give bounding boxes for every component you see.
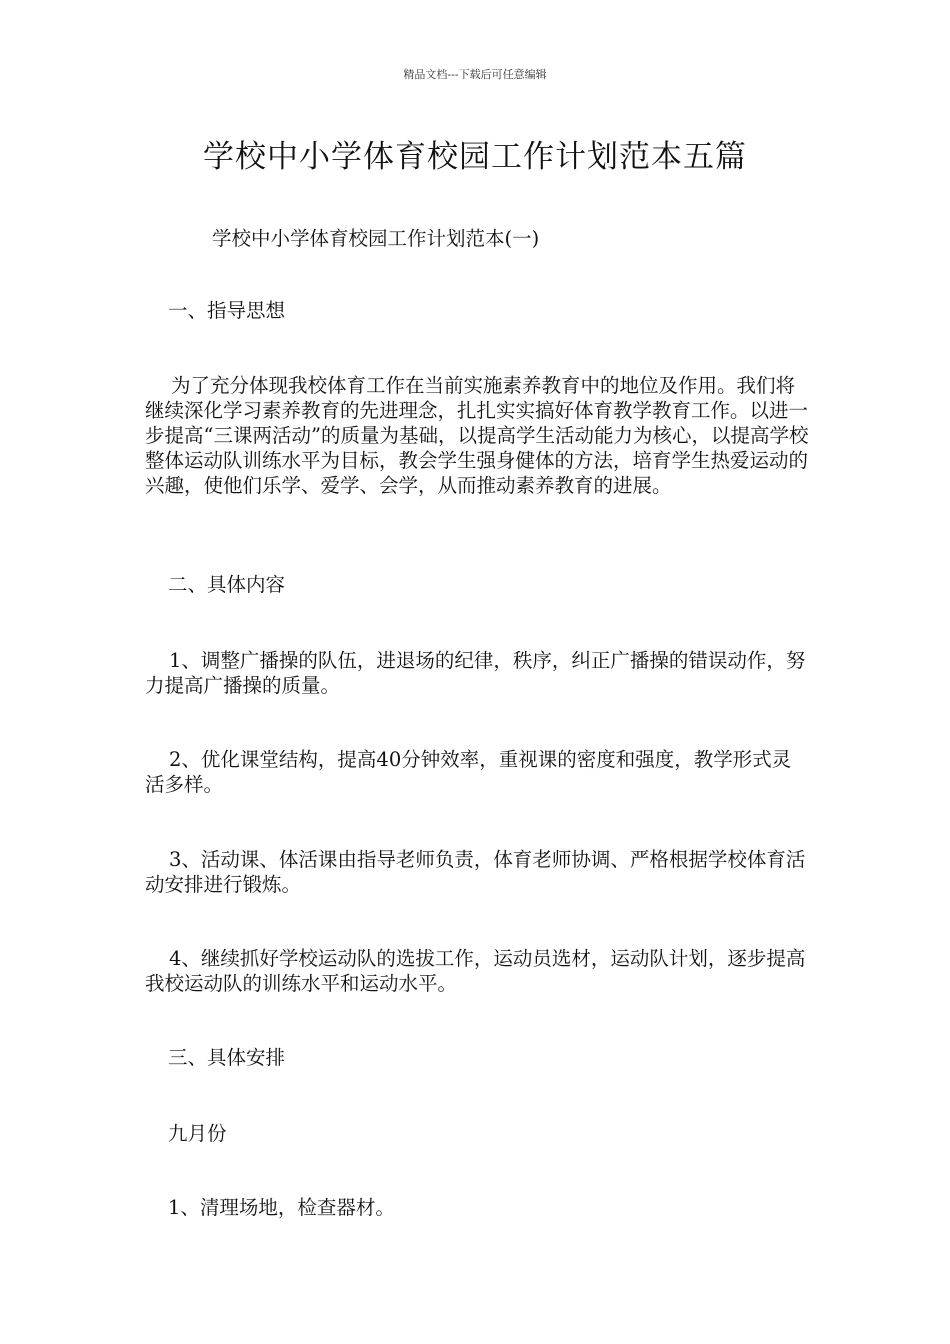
section-heading-specific-arrangement: 三、具体安排: [168, 1046, 286, 1069]
content-item-1: 1、调整广播操的队伍，进退场的纪律，秩序，纠正广播操的错误动作，努力提高广播操的质量。: [145, 649, 806, 697]
content-item-3: 3、活动课、体活课由指导老师负责，体育老师协调、严格根据学校体育活动安排进行锻炼。: [145, 848, 806, 896]
document-title: 学校中小学体育校园工作计划范本五篇: [203, 139, 747, 175]
section-heading-guiding-ideology: 一、指导思想: [168, 299, 286, 322]
content-item-2: 2、优化课堂结构，提高40分钟效率，重视课的密度和强度，教学形式灵活多样。: [145, 748, 792, 796]
content-item-4: 4、继续抓好学校运动队的选拔工作，运动员选材，运动队计划，逐步提高我校运动队的训练水平和运动水平。: [145, 947, 806, 995]
section-heading-specific-content: 二、具体内容: [168, 573, 286, 596]
document-subtitle: 学校中小学体育校园工作计划范本(一): [212, 227, 540, 250]
month-label-september: 九月份: [168, 1122, 227, 1145]
header-note: 精品文档---下载后可任意编辑: [403, 68, 547, 81]
september-item-1: 1、清理场地，检查器材。: [168, 1196, 395, 1219]
guiding-ideology-paragraph: 为了充分体现我校体育工作在当前实施素养教育中的地位及作用。我们将继续深化学习素养教育的先进理念，扎扎实实搞好体育教学教育工作。以进一步提高“三课两活动”的质量为基础，以提高学生活动能力为核心，以提高学校整体运动队训练水平为目标，教会学生强身健体的方法，培育学生热爱运动的兴趣，使他们乐学、爱学、会学，从而推动素养教育的进展。: [145, 374, 809, 497]
